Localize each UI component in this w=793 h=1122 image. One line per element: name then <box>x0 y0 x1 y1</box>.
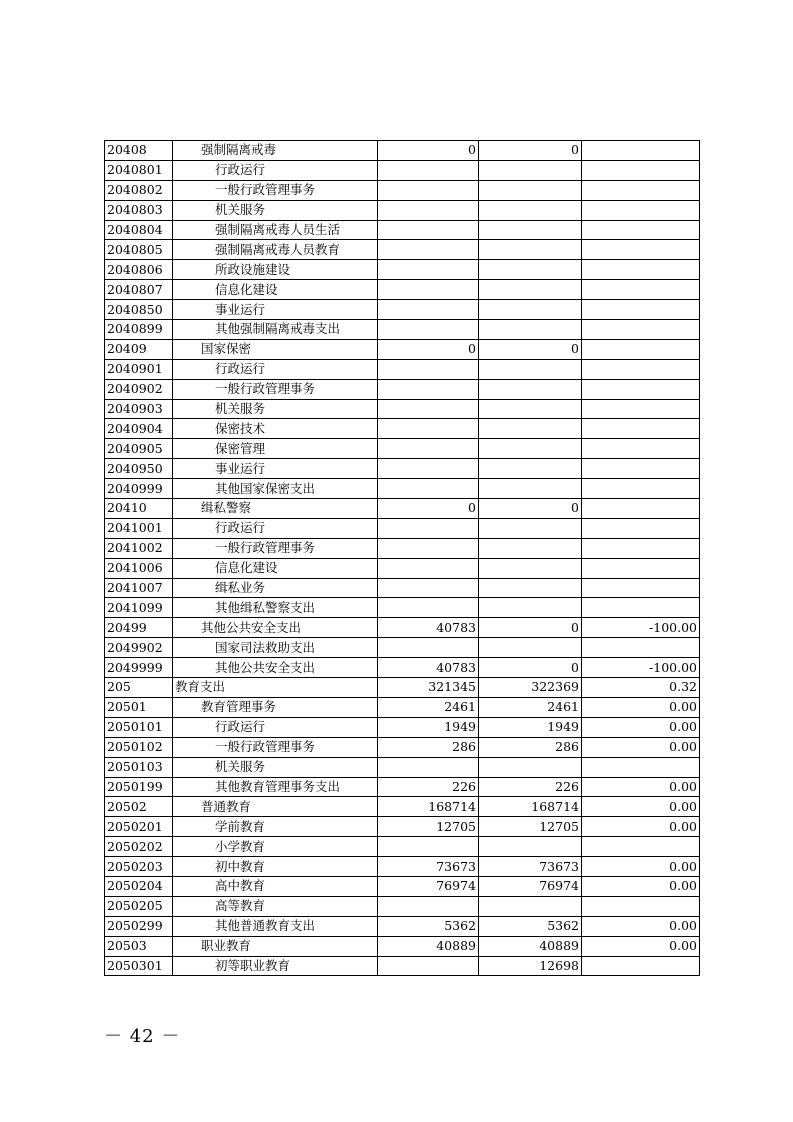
table-row <box>105 180 700 200</box>
row-value-2: 73673 <box>479 857 582 877</box>
row-item-name: 保密管理 <box>173 439 378 459</box>
row-value-3 <box>582 399 700 419</box>
row-value-1 <box>378 479 479 499</box>
row-item-name: 缉私业务 <box>173 578 378 598</box>
row-value-3 <box>582 320 700 340</box>
row-value-1 <box>378 558 479 578</box>
row-code: 2040802 <box>105 180 173 200</box>
row-value-1: 2461 <box>378 697 479 717</box>
row-item-name: 其他国家保密支出 <box>173 479 378 499</box>
row-item-name: 信息化建设 <box>173 558 378 578</box>
row-item-name: 强制隔离戒毒 <box>173 141 378 161</box>
row-value-1: 5362 <box>378 916 479 936</box>
row-code: 20502 <box>105 797 173 817</box>
row-code: 20503 <box>105 936 173 956</box>
table-row <box>105 678 700 698</box>
table-row <box>105 160 700 180</box>
row-value-3: 0.32 <box>582 678 700 698</box>
row-value-2 <box>479 459 582 479</box>
row-value-3 <box>582 141 700 161</box>
row-value-2: 0 <box>479 658 582 678</box>
table-row <box>105 916 700 936</box>
row-value-2 <box>479 538 582 558</box>
row-item-name: 初中教育 <box>173 857 378 877</box>
row-code: 2040903 <box>105 399 173 419</box>
row-code: 2040803 <box>105 200 173 220</box>
table-row <box>105 638 700 658</box>
row-value-3: 0.00 <box>582 857 700 877</box>
row-item-name: 国家司法救助支出 <box>173 638 378 658</box>
row-code: 2050301 <box>105 956 173 976</box>
row-item-name: 机关服务 <box>173 399 378 419</box>
row-code: 2050199 <box>105 777 173 797</box>
row-code: 2041007 <box>105 578 173 598</box>
row-value-2 <box>479 300 582 320</box>
row-value-3 <box>582 518 700 538</box>
row-code: 2040950 <box>105 459 173 479</box>
row-value-1: 40783 <box>378 658 479 678</box>
row-value-3 <box>582 578 700 598</box>
table-row <box>105 439 700 459</box>
row-item-name: 机关服务 <box>173 200 378 220</box>
row-value-1 <box>378 837 479 857</box>
row-value-3: -100.00 <box>582 658 700 678</box>
row-value-2: 286 <box>479 737 582 757</box>
table-row <box>105 499 700 519</box>
row-item-name: 事业运行 <box>173 459 378 479</box>
row-item-name: 职业教育 <box>173 936 378 956</box>
table-row <box>105 280 700 300</box>
row-value-1: 226 <box>378 777 479 797</box>
row-code: 2040807 <box>105 280 173 300</box>
row-value-2 <box>479 379 582 399</box>
row-value-1 <box>378 419 479 439</box>
table-row <box>105 817 700 837</box>
table-row <box>105 320 700 340</box>
row-value-1: 168714 <box>378 797 479 817</box>
table-row <box>105 419 700 439</box>
row-item-name: 行政运行 <box>173 717 378 737</box>
row-value-2 <box>479 638 582 658</box>
table-row <box>105 717 700 737</box>
row-value-2: 12705 <box>479 817 582 837</box>
row-value-1: 321345 <box>378 678 479 698</box>
row-item-name: 普通教育 <box>173 797 378 817</box>
table-row <box>105 737 700 757</box>
row-item-name: 其他强制隔离戒毒支出 <box>173 320 378 340</box>
row-value-2: 2461 <box>479 697 582 717</box>
row-item-name: 一般行政管理事务 <box>173 538 378 558</box>
row-item-name: 小学教育 <box>173 837 378 857</box>
row-code: 2050102 <box>105 737 173 757</box>
row-item-name: 一般行政管理事务 <box>173 737 378 757</box>
table-row <box>105 697 700 717</box>
row-value-2: 0 <box>479 618 582 638</box>
row-value-1: 1949 <box>378 717 479 737</box>
table-row <box>105 837 700 857</box>
row-value-1: 40889 <box>378 936 479 956</box>
row-item-name: 强制隔离戒毒人员教育 <box>173 240 378 260</box>
row-value-1 <box>378 379 479 399</box>
table-row <box>105 757 700 777</box>
row-value-1 <box>378 280 479 300</box>
row-value-1 <box>378 200 479 220</box>
row-code: 20499 <box>105 618 173 638</box>
table-row <box>105 518 700 538</box>
row-code: 2049902 <box>105 638 173 658</box>
row-code: 205 <box>105 678 173 698</box>
row-value-1: 12705 <box>378 817 479 837</box>
row-value-2: 226 <box>479 777 582 797</box>
row-value-2 <box>479 419 582 439</box>
row-code: 2040899 <box>105 320 173 340</box>
row-item-name: 其他普通教育支出 <box>173 916 378 936</box>
table-row <box>105 300 700 320</box>
row-item-name: 行政运行 <box>173 518 378 538</box>
row-code: 2040904 <box>105 419 173 439</box>
row-value-2 <box>479 220 582 240</box>
row-value-3: 0.00 <box>582 737 700 757</box>
table-row <box>105 896 700 916</box>
row-code: 2050203 <box>105 857 173 877</box>
row-value-3 <box>582 598 700 618</box>
row-value-1 <box>378 538 479 558</box>
row-item-name: 教育管理事务 <box>173 697 378 717</box>
row-code: 20408 <box>105 141 173 161</box>
table-row <box>105 200 700 220</box>
row-code: 2040805 <box>105 240 173 260</box>
page-number: － 42 － <box>104 1026 181 1047</box>
row-item-name: 教育支出 <box>173 678 378 698</box>
row-value-2 <box>479 260 582 280</box>
table-row <box>105 558 700 578</box>
row-value-3 <box>582 280 700 300</box>
row-value-3 <box>582 837 700 857</box>
row-value-2: 5362 <box>479 916 582 936</box>
row-value-3 <box>582 339 700 359</box>
row-value-1 <box>378 359 479 379</box>
row-value-2 <box>479 320 582 340</box>
row-code: 2040850 <box>105 300 173 320</box>
row-value-3 <box>582 896 700 916</box>
row-value-3: -100.00 <box>582 618 700 638</box>
row-code: 2040902 <box>105 379 173 399</box>
row-code: 2040999 <box>105 479 173 499</box>
row-value-3: 0.00 <box>582 936 700 956</box>
row-item-name: 信息化建设 <box>173 280 378 300</box>
row-item-name: 一般行政管理事务 <box>173 180 378 200</box>
row-value-3 <box>582 459 700 479</box>
row-item-name: 其他教育管理事务支出 <box>173 777 378 797</box>
row-item-name: 其他公共安全支出 <box>173 618 378 638</box>
row-value-3 <box>582 359 700 379</box>
row-item-name: 一般行政管理事务 <box>173 379 378 399</box>
table-row <box>105 598 700 618</box>
row-code: 2050202 <box>105 837 173 857</box>
row-value-2: 12698 <box>479 956 582 976</box>
row-value-2: 168714 <box>479 797 582 817</box>
row-value-2 <box>479 359 582 379</box>
table-row <box>105 797 700 817</box>
row-value-1 <box>378 459 479 479</box>
row-value-3 <box>582 538 700 558</box>
budget-table-body <box>105 141 700 976</box>
row-value-1: 40783 <box>378 618 479 638</box>
row-value-3 <box>582 757 700 777</box>
row-value-3 <box>582 419 700 439</box>
row-value-3: 0.00 <box>582 777 700 797</box>
table-row <box>105 876 700 896</box>
row-value-2 <box>479 280 582 300</box>
row-item-name: 行政运行 <box>173 359 378 379</box>
table-row <box>105 260 700 280</box>
row-code: 2050101 <box>105 717 173 737</box>
row-item-name: 其他公共安全支出 <box>173 658 378 678</box>
row-code: 20501 <box>105 697 173 717</box>
row-value-1 <box>378 240 479 260</box>
row-value-3 <box>582 638 700 658</box>
row-value-1 <box>378 220 479 240</box>
row-value-1 <box>378 320 479 340</box>
row-value-2 <box>479 558 582 578</box>
row-code: 2040804 <box>105 220 173 240</box>
table-row <box>105 459 700 479</box>
row-value-1 <box>378 160 479 180</box>
table-row <box>105 141 700 161</box>
row-item-name: 保密技术 <box>173 419 378 439</box>
table-row <box>105 857 700 877</box>
row-item-name: 所政设施建设 <box>173 260 378 280</box>
row-item-name: 高中教育 <box>173 876 378 896</box>
row-value-3 <box>582 180 700 200</box>
row-item-name: 事业运行 <box>173 300 378 320</box>
row-code: 2050103 <box>105 757 173 777</box>
row-value-1: 0 <box>378 141 479 161</box>
row-code: 2050201 <box>105 817 173 837</box>
row-value-3: 0.00 <box>582 797 700 817</box>
row-value-3: 0.00 <box>582 876 700 896</box>
row-value-1 <box>378 439 479 459</box>
row-code: 2040905 <box>105 439 173 459</box>
table-row <box>105 220 700 240</box>
row-value-2 <box>479 439 582 459</box>
row-value-2: 0 <box>479 499 582 519</box>
row-value-3 <box>582 956 700 976</box>
row-item-name: 高等教育 <box>173 896 378 916</box>
row-value-3 <box>582 479 700 499</box>
table-row <box>105 618 700 638</box>
row-value-3 <box>582 379 700 399</box>
row-code: 2041001 <box>105 518 173 538</box>
row-code: 2049999 <box>105 658 173 678</box>
row-value-1 <box>378 180 479 200</box>
row-value-3: 0.00 <box>582 717 700 737</box>
row-value-2 <box>479 200 582 220</box>
row-item-name: 学前教育 <box>173 817 378 837</box>
table-row <box>105 777 700 797</box>
table-row <box>105 399 700 419</box>
row-value-2 <box>479 757 582 777</box>
row-value-3 <box>582 499 700 519</box>
row-value-1 <box>378 896 479 916</box>
row-value-3 <box>582 300 700 320</box>
row-value-2: 1949 <box>479 717 582 737</box>
row-code: 2050204 <box>105 876 173 896</box>
row-value-3 <box>582 220 700 240</box>
row-value-2: 0 <box>479 339 582 359</box>
row-value-2 <box>479 896 582 916</box>
row-value-1: 76974 <box>378 876 479 896</box>
row-code: 2040801 <box>105 160 173 180</box>
row-item-name: 缉私警察 <box>173 499 378 519</box>
row-value-2 <box>479 160 582 180</box>
row-value-1 <box>378 300 479 320</box>
row-item-name: 初等职业教育 <box>173 956 378 976</box>
table-row <box>105 956 700 976</box>
row-value-1: 0 <box>378 499 479 519</box>
table-row <box>105 658 700 678</box>
table-row <box>105 479 700 499</box>
row-value-3: 0.00 <box>582 916 700 936</box>
row-code: 2050299 <box>105 916 173 936</box>
table-row <box>105 240 700 260</box>
row-value-2: 76974 <box>479 876 582 896</box>
row-value-1: 0 <box>378 339 479 359</box>
row-value-2: 40889 <box>479 936 582 956</box>
row-value-3 <box>582 439 700 459</box>
row-value-1 <box>378 638 479 658</box>
row-value-3 <box>582 558 700 578</box>
row-item-name: 机关服务 <box>173 757 378 777</box>
row-value-2 <box>479 240 582 260</box>
row-item-name: 其他缉私警察支出 <box>173 598 378 618</box>
row-item-name: 行政运行 <box>173 160 378 180</box>
row-code: 2040806 <box>105 260 173 280</box>
row-value-1 <box>378 757 479 777</box>
row-code: 2041006 <box>105 558 173 578</box>
row-value-2 <box>479 598 582 618</box>
row-value-1 <box>378 260 479 280</box>
row-value-2 <box>479 578 582 598</box>
row-value-2: 0 <box>479 141 582 161</box>
row-value-2 <box>479 518 582 538</box>
row-value-1 <box>378 518 479 538</box>
row-value-1: 73673 <box>378 857 479 877</box>
table-row <box>105 578 700 598</box>
row-value-2 <box>479 180 582 200</box>
row-value-3 <box>582 200 700 220</box>
row-code: 2040901 <box>105 359 173 379</box>
row-code: 20410 <box>105 499 173 519</box>
row-value-1 <box>378 956 479 976</box>
table-row <box>105 359 700 379</box>
row-value-2 <box>479 399 582 419</box>
row-value-2: 322369 <box>479 678 582 698</box>
row-code: 2041002 <box>105 538 173 558</box>
row-value-1 <box>378 399 479 419</box>
row-value-3 <box>582 160 700 180</box>
table-row <box>105 379 700 399</box>
row-value-3 <box>582 240 700 260</box>
row-code: 20409 <box>105 339 173 359</box>
row-code: 2050205 <box>105 896 173 916</box>
row-item-name: 国家保密 <box>173 339 378 359</box>
row-code: 2041099 <box>105 598 173 618</box>
table-row <box>105 339 700 359</box>
table-row <box>105 936 700 956</box>
row-value-3 <box>582 260 700 280</box>
row-value-2 <box>479 837 582 857</box>
row-item-name: 强制隔离戒毒人员生活 <box>173 220 378 240</box>
row-value-2 <box>479 479 582 499</box>
table-row <box>105 538 700 558</box>
row-value-1 <box>378 598 479 618</box>
row-value-3: 0.00 <box>582 817 700 837</box>
row-value-3: 0.00 <box>582 697 700 717</box>
row-value-1: 286 <box>378 737 479 757</box>
budget-table <box>104 140 700 976</box>
row-value-1 <box>378 578 479 598</box>
